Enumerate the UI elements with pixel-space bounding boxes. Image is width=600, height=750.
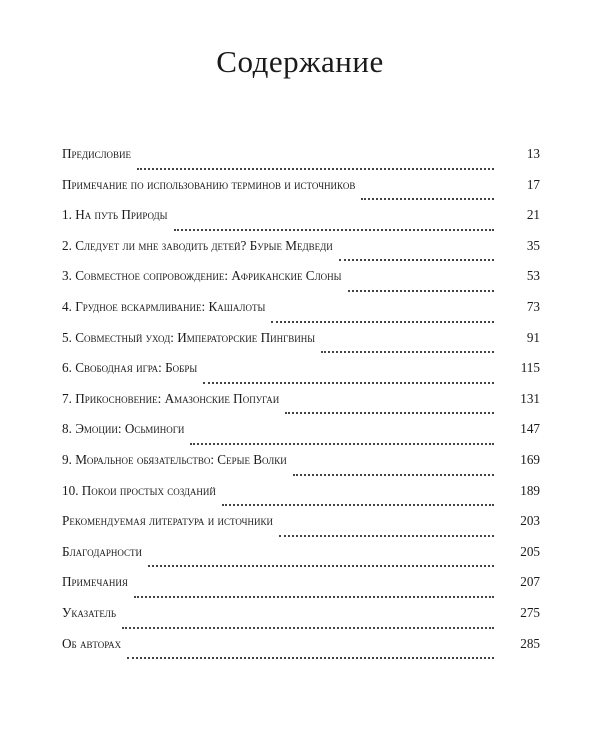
toc-entry-label: 1. На путь Природы <box>62 207 168 223</box>
toc-entry-label: Указатель <box>62 604 116 620</box>
toc-entry-page-number: 53 <box>526 268 540 284</box>
toc-entry <box>62 421 540 452</box>
toc-entry-label: Предисловие <box>62 146 132 161</box>
dot-leader <box>148 565 494 567</box>
toc-entry-label: 2. Следует ли мне заводить детей? Бурые Медведи <box>62 237 333 253</box>
toc-entry <box>62 605 540 636</box>
toc-entry-label: 7. Прикосновение: Амазонские Попугаи <box>62 390 280 406</box>
toc-entry-label: 4. Грудное вскармливание: Кашалоты <box>62 298 266 314</box>
toc-entry <box>62 391 540 422</box>
toc-entry-page-number: 17 <box>526 176 540 192</box>
toc-entry-label: Об авторах <box>62 635 122 651</box>
dot-leader <box>271 321 494 323</box>
toc-entry-page-number: 203 <box>520 513 540 529</box>
toc-entry <box>62 330 540 361</box>
toc-entry-page-number: 275 <box>520 604 540 620</box>
toc-entry-label: 6. Свободная игра: Бобры <box>62 360 198 376</box>
toc-entry-label: Благодарности <box>62 543 142 559</box>
toc-entry-label: 3. Совместное сопровождение: Африканские Слоны <box>62 268 342 284</box>
toc-entry <box>62 207 540 238</box>
toc-entry-page-number: 35 <box>526 237 540 253</box>
toc-entry-page-number: 189 <box>520 482 540 498</box>
toc-entry-label: Примечания <box>62 574 128 590</box>
toc-entry <box>62 238 540 269</box>
toc-entry-page-number: 13 <box>526 146 540 161</box>
toc-entry-label: Примечание по использованию терминов и источников <box>62 176 356 192</box>
dot-leader <box>348 290 494 292</box>
table-of-contents <box>62 146 540 666</box>
toc-entry <box>62 544 540 575</box>
dot-leader <box>293 474 494 476</box>
toc-entry <box>62 299 540 330</box>
toc-entry-page-number: 91 <box>526 329 540 345</box>
dot-leader <box>222 504 494 506</box>
toc-entry <box>62 483 540 514</box>
toc-entry-page-number: 73 <box>526 298 540 314</box>
dot-leader <box>122 627 494 629</box>
toc-entry-page-number: 115 <box>520 360 540 376</box>
dot-leader <box>127 657 494 659</box>
dot-leader <box>279 535 494 537</box>
toc-entry-page-number: 285 <box>520 635 540 651</box>
toc-entry-page-number: 131 <box>520 390 540 406</box>
dot-leader <box>137 168 494 170</box>
toc-entry-label: 10. Покои простых созданий <box>62 482 216 498</box>
toc-entry-page-number: 205 <box>520 543 540 559</box>
toc-entry-label: Рекомендуемая литература и источники <box>62 513 274 529</box>
toc-entry-page-number: 169 <box>520 451 540 467</box>
dot-leader <box>339 259 494 261</box>
dot-leader <box>190 443 494 445</box>
toc-entry-page-number: 21 <box>526 207 540 223</box>
toc-entry-label: 5. Совместный уход: Императорские Пингвины <box>62 329 316 345</box>
toc-entry-label: 8. Эмоции: Осьминоги <box>62 421 185 437</box>
dot-leader <box>361 198 494 200</box>
dot-leader <box>174 229 494 231</box>
toc-entry <box>62 513 540 544</box>
page-title: Содержание <box>216 44 384 79</box>
dot-leader <box>134 596 494 598</box>
toc-entry <box>62 360 540 391</box>
dot-leader <box>203 382 494 384</box>
dot-leader <box>285 412 494 414</box>
toc-entry <box>62 268 540 299</box>
toc-entry-page-number: 207 <box>520 574 540 590</box>
toc-entry-label: 9. Моральное обязательство: Серые Волки <box>62 451 287 467</box>
toc-entry <box>62 146 540 177</box>
toc-entry <box>62 452 540 483</box>
toc-entry <box>62 574 540 605</box>
toc-entry <box>62 177 540 208</box>
dot-leader <box>321 351 494 353</box>
toc-entry-page-number: 147 <box>520 421 540 437</box>
toc-entry <box>62 636 540 667</box>
